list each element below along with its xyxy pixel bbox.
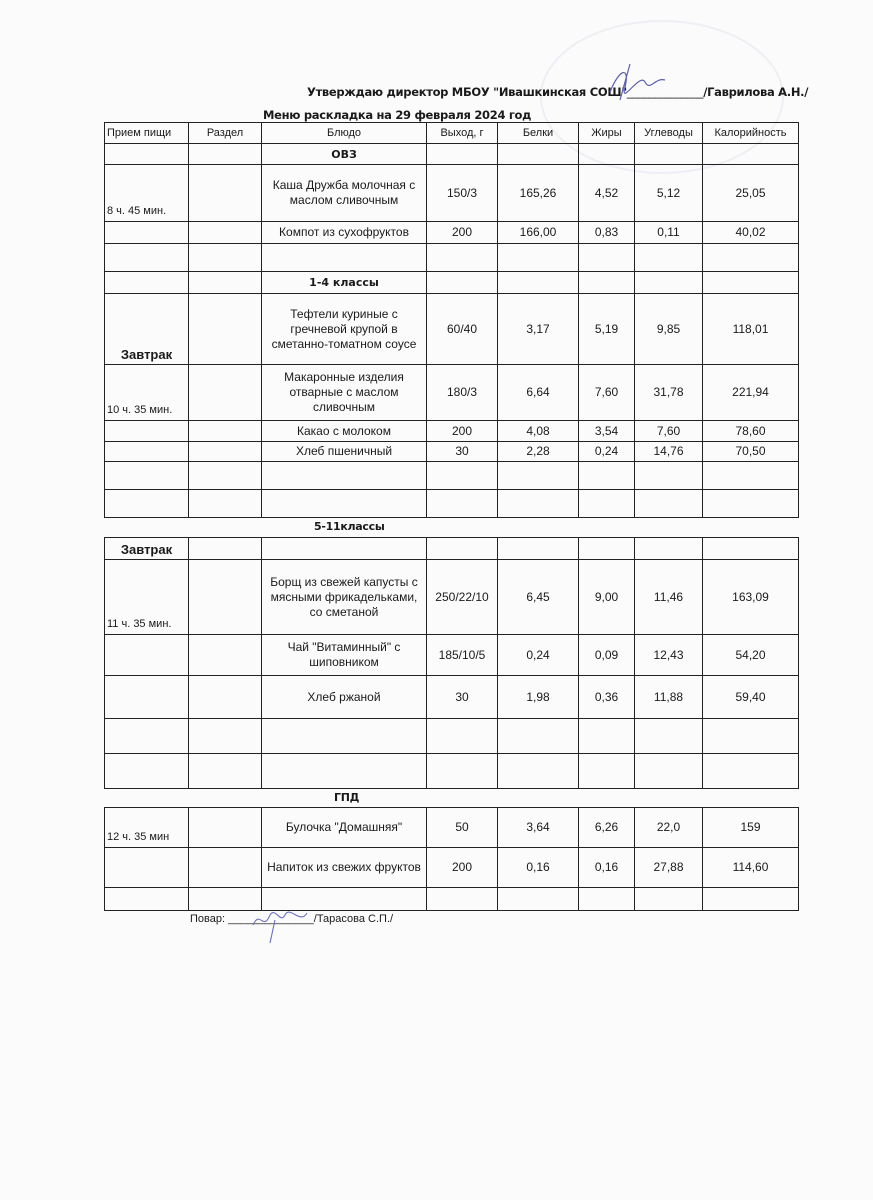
table-row (105, 294, 799, 365)
cell-прием-пищи (105, 272, 189, 294)
table-row (105, 888, 799, 911)
cell-блюдо: Каша Дружба молочная с маслом сливочным (262, 165, 427, 222)
cell-жиры: 4,52 (579, 165, 635, 222)
cell-углеводы: 11,46 (635, 560, 703, 635)
cell-белки: 3,64 (498, 808, 579, 848)
cell-прием-пищи (105, 222, 189, 244)
cell-калорийность: 70,50 (703, 442, 799, 462)
cell-раздел (189, 165, 262, 222)
table-row (105, 754, 799, 789)
cell-выход-г (427, 538, 498, 560)
cell-углеводы (635, 754, 703, 789)
cell-прием-пищи (105, 144, 189, 165)
cell-жиры: 0,83 (579, 222, 635, 244)
cell-калорийность: 78,60 (703, 421, 799, 442)
cell-выход-г: 150/3 (427, 165, 498, 222)
table-row (105, 272, 799, 294)
cell-углеводы (635, 244, 703, 272)
cell-прием-пищи: Завтрак (105, 538, 189, 560)
cell-выход-г (427, 719, 498, 754)
cell-раздел (189, 808, 262, 848)
cell-калорийность (703, 719, 799, 754)
cell-белки: 0,24 (498, 635, 579, 676)
cook-signature-icon (245, 905, 315, 945)
cell-выход-г: 200 (427, 421, 498, 442)
cell-прием-пищи (105, 244, 189, 272)
cell-белки (498, 144, 579, 165)
cell-блюдо: Булочка "Домашняя" (262, 808, 427, 848)
cell-выход-г: 60/40 (427, 294, 498, 365)
approval-line (307, 85, 808, 99)
cell-раздел (189, 272, 262, 294)
cell-выход-г (427, 462, 498, 490)
table-row (105, 462, 799, 490)
table-header-row (105, 123, 799, 144)
cell-жиры (579, 490, 635, 518)
director-name: /Гаврилова А.Н./ (703, 85, 809, 99)
cell-белки: Белки (498, 123, 579, 144)
cell-жиры (579, 888, 635, 911)
section-label-5-11: 5-11классы (314, 520, 385, 533)
cell-углеводы: 12,43 (635, 635, 703, 676)
cell-блюдо (262, 490, 427, 518)
director-signature-icon (600, 62, 670, 102)
cell-белки (498, 538, 579, 560)
cell-калорийность: 159 (703, 808, 799, 848)
cell-углеводы: 7,60 (635, 421, 703, 442)
cell-жиры (579, 538, 635, 560)
cell-углеводы: 11,88 (635, 676, 703, 719)
cell-углеводы (635, 538, 703, 560)
cell-прием-пищи: 10 ч. 35 мин. (105, 365, 189, 421)
menu-table-3 (104, 807, 799, 911)
cell-выход-г (427, 754, 498, 789)
cell-жиры: 7,60 (579, 365, 635, 421)
cell-жиры: 5,19 (579, 294, 635, 365)
cell-блюдо: ОВЗ (262, 144, 427, 165)
cell-жиры: 0,36 (579, 676, 635, 719)
cell-прием-пищи: 8 ч. 45 мин. (105, 165, 189, 222)
cell-выход-г: 50 (427, 808, 498, 848)
table-row (105, 421, 799, 442)
cell-калорийность (703, 244, 799, 272)
cell-раздел (189, 754, 262, 789)
cell-калорийность: 114,60 (703, 848, 799, 888)
cell-прием-пищи (105, 462, 189, 490)
cell-выход-г: 30 (427, 442, 498, 462)
cell-жиры (579, 272, 635, 294)
table-row (105, 244, 799, 272)
cell-углеводы (635, 719, 703, 754)
cell-калорийность: Калорийность (703, 123, 799, 144)
cell-калорийность: 221,94 (703, 365, 799, 421)
cell-раздел (189, 365, 262, 421)
cell-белки: 1,98 (498, 676, 579, 719)
cell-калорийность: 163,09 (703, 560, 799, 635)
menu-table-2 (104, 537, 799, 789)
cell-углеводы: Углеводы (635, 123, 703, 144)
cell-калорийность (703, 144, 799, 165)
cell-блюдо: Компот из сухофруктов (262, 222, 427, 244)
cell-раздел (189, 635, 262, 676)
table-row (105, 222, 799, 244)
cell-раздел (189, 848, 262, 888)
cell-калорийность (703, 490, 799, 518)
cell-прием-пищи: 12 ч. 35 мин (105, 808, 189, 848)
cell-жиры (579, 719, 635, 754)
cell-углеводы: 5,12 (635, 165, 703, 222)
cell-блюдо: Хлеб ржаной (262, 676, 427, 719)
cell-жиры: 3,54 (579, 421, 635, 442)
cell-блюдо: Какао с молоком (262, 421, 427, 442)
cell-жиры: 0,16 (579, 848, 635, 888)
signature-line: ______________ (626, 85, 704, 99)
cell-калорийность: 25,05 (703, 165, 799, 222)
cell-выход-г: 185/10/5 (427, 635, 498, 676)
cell-выход-г: 200 (427, 222, 498, 244)
cell-блюдо: Хлеб пшеничный (262, 442, 427, 462)
cell-жиры: Жиры (579, 123, 635, 144)
table-row (105, 538, 799, 560)
cell-углеводы (635, 272, 703, 294)
cell-раздел (189, 421, 262, 442)
cell-раздел (189, 144, 262, 165)
cell-белки (498, 490, 579, 518)
cell-выход-г (427, 490, 498, 518)
table-row (105, 442, 799, 462)
cell-раздел (189, 676, 262, 719)
table-row (105, 719, 799, 754)
cell-белки (498, 888, 579, 911)
cell-блюдо: Борщ из свежей капусты с мясными фрикадельками, со сметаной (262, 560, 427, 635)
cell-калорийность: 54,20 (703, 635, 799, 676)
cell-жиры (579, 144, 635, 165)
cell-углеводы: 0,11 (635, 222, 703, 244)
cell-углеводы: 22,0 (635, 808, 703, 848)
cell-углеводы: 9,85 (635, 294, 703, 365)
cell-блюдо: 1-4 классы (262, 272, 427, 294)
cook-label: Повар: (190, 913, 226, 925)
cell-калорийность (703, 754, 799, 789)
cell-белки: 0,16 (498, 848, 579, 888)
cell-углеводы: 27,88 (635, 848, 703, 888)
cell-прием-пищи (105, 490, 189, 518)
cell-раздел (189, 538, 262, 560)
cell-блюдо (262, 462, 427, 490)
cell-прием-пищи (105, 421, 189, 442)
section-label-gpd: ГПД (334, 791, 360, 804)
table-row (105, 848, 799, 888)
cook-name: /Тарасова С.П./ (313, 913, 394, 925)
cell-выход-г (427, 272, 498, 294)
signature-line: ______________ (228, 913, 314, 925)
table-row (105, 490, 799, 518)
cell-блюдо: Макаронные изделия отварные с маслом сливочным (262, 365, 427, 421)
cell-блюдо (262, 244, 427, 272)
cell-раздел (189, 462, 262, 490)
cell-блюдо (262, 719, 427, 754)
cell-углеводы (635, 462, 703, 490)
cell-блюдо: Напиток из свежих фруктов (262, 848, 427, 888)
cell-блюдо: Тефтели куриные с гречневой крупой в сметанно-томатном соусе (262, 294, 427, 365)
cell-выход-г: Выход, г (427, 123, 498, 144)
page-title: Меню раскладка на 29 февраля 2024 год (263, 108, 532, 122)
table-row (105, 560, 799, 635)
cell-калорийность (703, 462, 799, 490)
cell-прием-пищи (105, 635, 189, 676)
cell-углеводы (635, 888, 703, 911)
cell-прием-пищи (105, 848, 189, 888)
cell-раздел: Раздел (189, 123, 262, 144)
cell-углеводы (635, 490, 703, 518)
cell-выход-г: 250/22/10 (427, 560, 498, 635)
cell-жиры: 0,24 (579, 442, 635, 462)
cell-раздел (189, 442, 262, 462)
cell-белки (498, 272, 579, 294)
cell-выход-г: 200 (427, 848, 498, 888)
cell-раздел (189, 244, 262, 272)
cell-калорийность: 40,02 (703, 222, 799, 244)
cell-выход-г: 30 (427, 676, 498, 719)
cell-раздел (189, 719, 262, 754)
cell-белки: 3,17 (498, 294, 579, 365)
cell-выход-г: 180/3 (427, 365, 498, 421)
approval-text: Утверждаю директор МБОУ "Ивашкинская СОШ" (307, 85, 627, 99)
cell-белки (498, 754, 579, 789)
cell-белки: 2,28 (498, 442, 579, 462)
table-row (105, 808, 799, 848)
cell-калорийность: 118,01 (703, 294, 799, 365)
table-row (105, 144, 799, 165)
cell-белки (498, 462, 579, 490)
cell-блюдо: Блюдо (262, 123, 427, 144)
cell-прием-пищи (105, 888, 189, 911)
table-row (105, 365, 799, 421)
table-row (105, 676, 799, 719)
cell-жиры (579, 244, 635, 272)
cell-блюдо (262, 538, 427, 560)
cell-выход-г (427, 144, 498, 165)
menu-table-1 (104, 122, 799, 518)
cell-прием-пищи (105, 676, 189, 719)
cell-раздел (189, 490, 262, 518)
cell-жиры (579, 754, 635, 789)
cell-жиры: 6,26 (579, 808, 635, 848)
cell-белки (498, 719, 579, 754)
cell-прием-пищи (105, 719, 189, 754)
cell-белки: 6,45 (498, 560, 579, 635)
cell-углеводы (635, 144, 703, 165)
cell-углеводы: 14,76 (635, 442, 703, 462)
cell-блюдо: Чай "Витаминный" с шиповником (262, 635, 427, 676)
cell-белки: 165,26 (498, 165, 579, 222)
cell-жиры: 0,09 (579, 635, 635, 676)
cell-калорийность (703, 272, 799, 294)
table-row (105, 165, 799, 222)
cell-калорийность (703, 538, 799, 560)
cell-выход-г (427, 244, 498, 272)
cell-прием-пищи: Прием пищи (105, 123, 189, 144)
cell-жиры (579, 462, 635, 490)
cell-белки: 4,08 (498, 421, 579, 442)
cell-калорийность (703, 888, 799, 911)
cell-раздел (189, 294, 262, 365)
cell-прием-пищи (105, 442, 189, 462)
cell-раздел (189, 560, 262, 635)
cell-белки: 166,00 (498, 222, 579, 244)
table-row (105, 635, 799, 676)
cell-жиры: 9,00 (579, 560, 635, 635)
cell-блюдо (262, 754, 427, 789)
cell-белки: 6,64 (498, 365, 579, 421)
cell-выход-г (427, 888, 498, 911)
cell-углеводы: 31,78 (635, 365, 703, 421)
cell-белки (498, 244, 579, 272)
cell-раздел (189, 222, 262, 244)
cell-прием-пищи (105, 754, 189, 789)
cell-калорийность: 59,40 (703, 676, 799, 719)
cell-прием-пищи: Завтрак (105, 294, 189, 365)
cell-прием-пищи: 11 ч. 35 мин. (105, 560, 189, 635)
